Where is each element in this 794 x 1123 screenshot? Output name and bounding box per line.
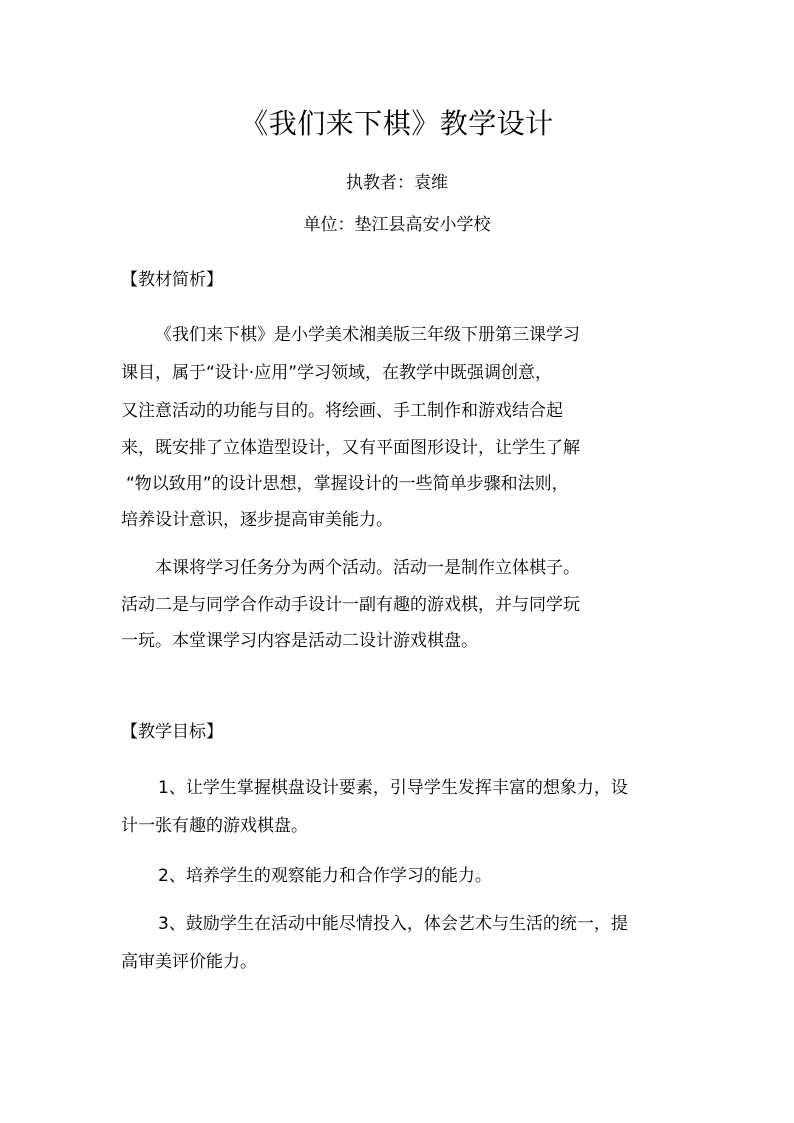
goal-line: 2、培养学生的观察能力和合作学习的能力。	[158, 866, 492, 886]
analysis-para1-line: “物以致用”的设计思想，掌握设计的一些简单步骤和法则，	[126, 474, 569, 494]
analysis-heading: 【教材简析】	[121, 270, 223, 290]
goals-heading: 【教学目标】	[121, 722, 223, 742]
analysis-para1-line: 《我们来下棋》是小学美术湘美版三年级下册第三课学习	[155, 325, 580, 345]
analysis-para1-line: 来，既安排了立体造型设计，又有平面图形设计，让学生了解	[121, 438, 580, 458]
analysis-para2-line: 活动二是与同学合作动手设计一副有趣的游戏棋，并与同学玩	[121, 595, 580, 615]
teacher-line: 执教者：袁维	[346, 173, 448, 193]
analysis-para2-line: 本课将学习任务分为两个活动。活动一是制作立体棋子。	[155, 558, 580, 578]
analysis-para1-line: 又注意活动的功能与目的。将绘画、手工制作和游戏结合起	[121, 401, 563, 421]
goal-line: 高审美评价能力。	[121, 952, 257, 972]
analysis-para2-line: 一玩。本堂课学习内容是活动二设计游戏棋盘。	[121, 631, 478, 651]
goal-line: 1、让学生掌握棋盘设计要素，引导学生发挥丰富的想象力，设	[158, 778, 628, 798]
analysis-para1-line: 课目，属于“设计·应用”学习领域，在教学中既强调创意，	[121, 363, 553, 383]
analysis-para1-line: 培养设计意识，逐步提高审美能力。	[121, 510, 393, 530]
goal-line: 3、鼓励学生在活动中能尽情投入，体会艺术与生活的统一，提	[158, 914, 628, 934]
goal-line: 计一张有趣的游戏棋盘。	[121, 816, 308, 836]
unit-line: 单位：垫江县高安小学校	[303, 215, 491, 235]
document-title: 《我们来下棋》教学设计	[240, 107, 554, 140]
